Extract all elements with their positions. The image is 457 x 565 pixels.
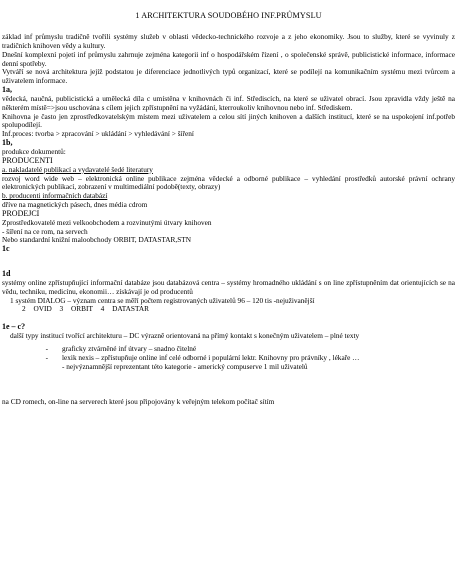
intro-paragraph-3: Vytváří se nová architektura jejíž podstatou je diferenciace jednotlivých typů organizací, které se podílejí na komunikačním systému mezi tvůrcem a uživatelem informace. bbox=[2, 67, 455, 86]
closing-line: na CD romech, on-line na serverech které jsou připojovány k veřejným telekom počítač sítím bbox=[2, 396, 275, 406]
list-bullet: - bbox=[45, 344, 48, 353]
list-item-text: lexik nexis – zpřístupňuje online inf celé odborné i populární lektr. Knihovny pro právníky , lékaře … bbox=[62, 352, 360, 362]
prodejci-line-2: - šíření na ce rom, na servech bbox=[2, 226, 88, 236]
document-body bbox=[2, 33, 455, 406]
spacer bbox=[2, 314, 455, 323]
prodejci-line-3: Nebo standardní knižní maloobchody ORBIT, DATASTAR,STN bbox=[2, 235, 192, 245]
section-1a-process: Inf.proces: tvorba > zpracování > ukládání > vyhledávání > šíření bbox=[2, 129, 194, 139]
list-bullet-spacer bbox=[2, 363, 62, 372]
subsection-b-heading: b. producenti informačních databází bbox=[2, 191, 108, 201]
prodejci-line-1: Zprostředkovatelé mezi velkoobchodem a rozvinutými útvary knihoven bbox=[2, 217, 212, 227]
section-1d-item-2: 2 OVID 3 ORBIT 4 DATASTAR bbox=[22, 304, 150, 314]
list-bullet: - bbox=[45, 352, 48, 362]
subsection-b-text: dříve na magnetických pásech, dnes média cdrom bbox=[2, 200, 148, 210]
section-1a-paragraph-1: vědecká, naučná, publicistická a umělecká díla c umístěna v knihovnách či inf. Střediscích, na které se uživatel obrací. Jsou zpravidla vždy ještě na některém místě=>jsou uschována s cílem jejich zpřístupnění na vyžádání, kterroukoliv knihovnou nebo inf. Střediskem. bbox=[2, 93, 455, 112]
section-1d-item-1: 1 systém DIALOG – význam centra se měří počtem registrovaných uživatelů 96 – 120 tis -nejuživanější bbox=[10, 295, 315, 305]
spacer bbox=[2, 254, 455, 270]
producenti-heading: PRODUCENTI bbox=[2, 155, 53, 165]
section-heading-1d: 1d bbox=[2, 269, 11, 279]
section-heading-1a: 1a, bbox=[2, 85, 12, 95]
subsection-a-heading: a. nakladatelé publikací a vydavatelé šedé literatury bbox=[2, 164, 153, 174]
intro-paragraph-1: základ inf průmyslu tradičně tvořili systémy služeb v oblasti vědecko-technického rozvoje a z jeho ekonomiky. Jsou to služby, které se vyvinuly z tradičních knihoven vědy a kultury. bbox=[2, 32, 455, 50]
document-page bbox=[2, 0, 455, 565]
intro-paragraph-2: Dnešní komplexní pojetí inf průmyslu zahrnuje zejména kategorii inf o hospodářském řízení , o společenské správě, publicistické informace, informace denní spotřeby. bbox=[2, 49, 455, 68]
section-heading-1e: 1e – c? bbox=[2, 322, 26, 332]
prodejci-heading: PRODEJCI bbox=[2, 208, 40, 218]
section-1e-paragraph-1: další typy institucí tvořící architekturu – DC výrazně orientovaná na přímý kontakt s konečným uživatelem – plné texty bbox=[10, 331, 360, 341]
list-item-text: - nejvýznamnější reprezentant této kategorie - americký compuserve 1 mil uživatelů bbox=[62, 361, 308, 371]
spacer bbox=[2, 372, 455, 398]
subsection-a-text: rozvoj word wide web – elektronická online publikace zejména vědecké a odborné publikace – vyhledání prostředků autorské právní ochrany elektronických publikací, zobrazení v multimediální podobě(texty, obrazy) bbox=[2, 173, 455, 192]
section-heading-1c: 1c bbox=[2, 244, 10, 254]
section-1b-intro: produkce dokumentů: bbox=[2, 146, 66, 156]
list-item bbox=[2, 363, 455, 372]
section-1a-paragraph-2: Knihovna je často jen zprostředkovatelským místem mezi uživatelem a celou sítí jiných knihoven a dalších institucí, které se na uspokojení inf.potřeb spolupodílejí. bbox=[2, 111, 455, 130]
section-heading-1b: 1b, bbox=[2, 138, 13, 148]
section-1d-paragraph-1: systémy online zpřístupňující informační databáze jsou databázová centra – systémy hromadného ukládání s on line zpřístupněním dat orientujících se na vědu, techniku, medicínu, ekonomii… získávají je od producentů bbox=[2, 277, 455, 296]
document-title: 1 ARCHITEKTURA SOUDOBÉHO INF.PRŮMYSLU bbox=[135, 11, 322, 20]
list-item-text: graficky ztvárněné inf útvary – snadno čitelné bbox=[62, 344, 197, 353]
